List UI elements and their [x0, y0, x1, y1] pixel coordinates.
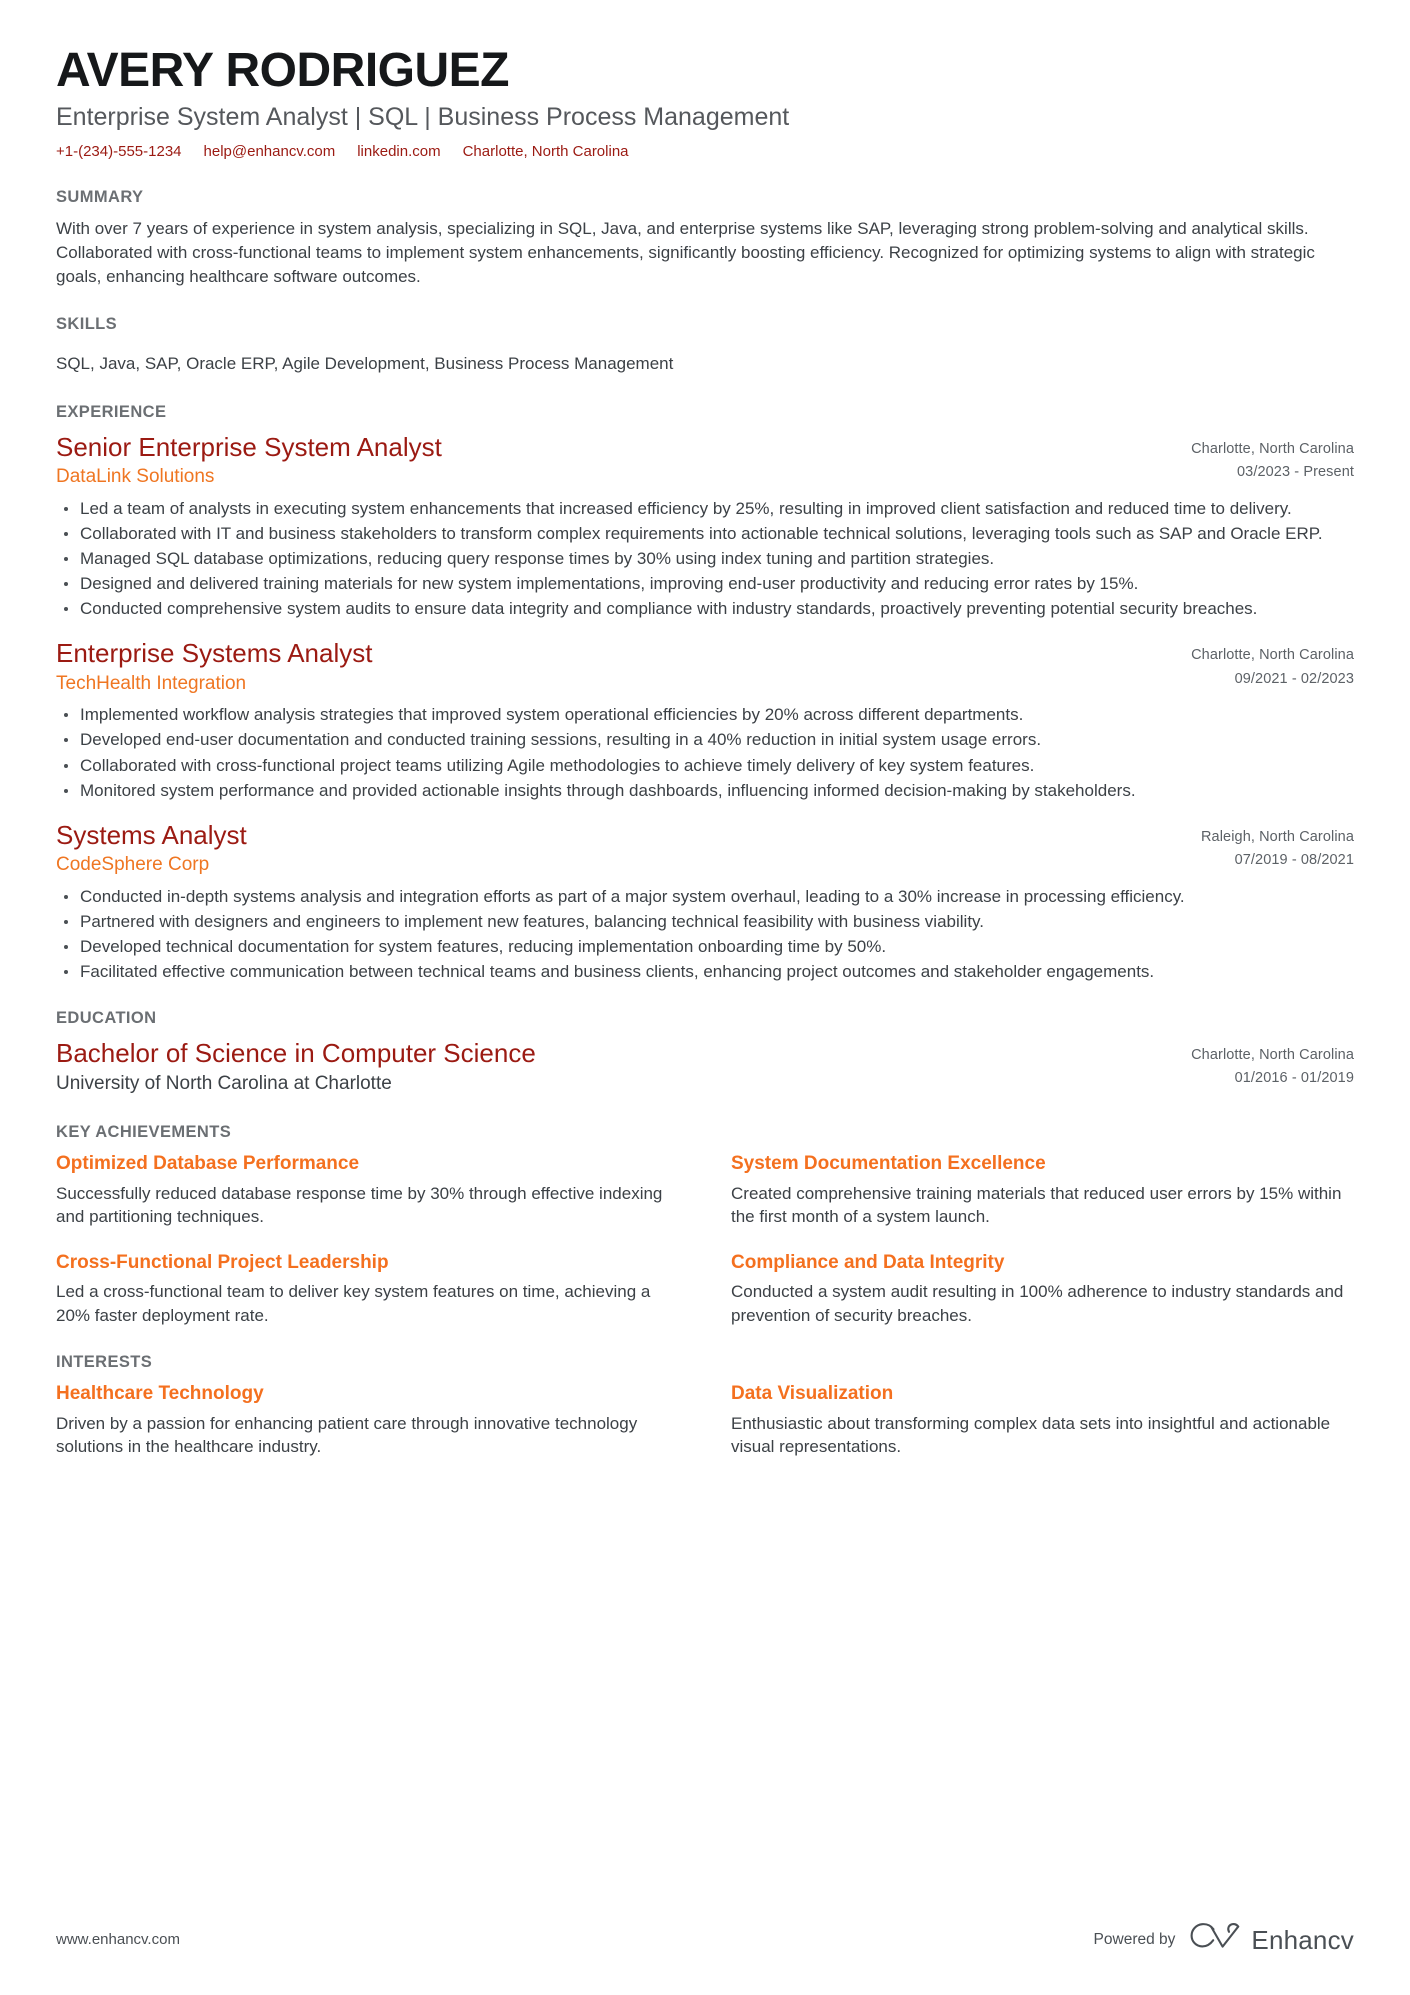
enhancv-brand — [1189, 1922, 1354, 1957]
section-title-summary: SUMMARY — [56, 188, 144, 206]
experience-entry-head — [56, 638, 1354, 696]
section-key-achievements — [56, 1123, 1354, 1327]
experience-entry-head — [56, 820, 1354, 878]
section-summary — [56, 188, 1354, 289]
interest-card — [56, 1382, 679, 1459]
contact-email[interactable]: help@enhancv.com — [203, 143, 336, 160]
footer-website-url[interactable]: www.enhancv.com — [56, 1931, 180, 1948]
list-item: Managed SQL database optimizations, reducing query response times by 30% using index tuning and partition strategies. — [56, 547, 1354, 570]
education-entry — [56, 1038, 1354, 1097]
section-skills — [56, 315, 1354, 377]
achievements-grid — [56, 1152, 1354, 1327]
achievement-title: Cross-Functional Project Leadership — [56, 1251, 389, 1273]
experience-entry — [56, 638, 1354, 801]
achievement-title: Compliance and Data Integrity — [731, 1251, 1005, 1273]
section-title-experience: EXPERIENCE — [56, 403, 167, 422]
education-entry-head — [56, 1038, 1354, 1097]
contact-location: Charlotte, North Carolina — [462, 143, 629, 160]
list-item: Implemented workflow analysis strategies that improved system operational efficiencies by 20% across different departments. — [56, 703, 1354, 726]
section-title-interests: INTERESTS — [56, 1353, 153, 1372]
page-footer — [56, 1922, 1354, 1957]
contact-phone[interactable]: +1-(234)-555-1234 — [56, 143, 182, 160]
section-experience — [56, 403, 1354, 983]
enhancv-infinity-check-icon — [1189, 1922, 1241, 1957]
list-item: Monitored system performance and provided actionable insights through dashboards, influencing informed decision-making by stakeholders. — [56, 779, 1354, 802]
experience-entry-left — [56, 432, 1167, 490]
interest-text: Driven by a passion for enhancing patient care through innovative technology solutions in the healthcare industry. — [56, 1414, 638, 1457]
section-education — [56, 1009, 1354, 1097]
achievement-title: System Documentation Excellence — [731, 1152, 1046, 1174]
list-item: Designed and delivered training materials for new system implementations, improving end-user productivity and reducing error rates by 15%. — [56, 572, 1354, 595]
achievement-card — [731, 1152, 1354, 1229]
job-bullet-list — [56, 497, 1354, 621]
bottom-spacer — [56, 1459, 1354, 1475]
achievement-text: Led a cross-functional team to deliver key system features on time, achieving a 20% faster deployment rate. — [56, 1282, 651, 1325]
job-bullet-list — [56, 885, 1354, 983]
contact-linkedin[interactable]: linkedin.com — [357, 143, 441, 160]
achievement-card — [56, 1251, 679, 1328]
job-location: Charlotte, North Carolina — [1191, 441, 1354, 458]
list-item: Collaborated with cross-functional project teams utilizing Agile methodologies to achieve timely delivery of key system features. — [56, 754, 1354, 777]
powered-by-label: Powered by — [1093, 1930, 1176, 1948]
professional-headline: Enterprise System Analyst | SQL | Business Process Management — [56, 102, 790, 131]
section-title-key-achievements: KEY ACHIEVEMENTS — [56, 1122, 232, 1141]
experience-entry-left — [56, 820, 1177, 878]
job-title: Senior Enterprise System Analyst — [56, 432, 442, 463]
interest-title: Data Visualization — [731, 1383, 894, 1405]
job-dates: 09/2021 - 02/2023 — [1234, 670, 1354, 687]
company-name: DataLink Solutions — [56, 466, 215, 488]
job-location: Raleigh, North Carolina — [1200, 828, 1354, 845]
job-location: Charlotte, North Carolina — [1191, 647, 1354, 664]
company-name: CodeSphere Corp — [56, 853, 210, 875]
list-item: Collaborated with IT and business stakeholders to transform complex requirements into actionable technical solutions, leveraging tools such as SAP and Oracle ERP. — [56, 522, 1354, 545]
company-name: TechHealth Integration — [56, 672, 247, 694]
list-item: Partnered with designers and engineers to implement new features, balancing technical feasibility with business viability. — [56, 910, 1354, 933]
institution-name: University of North Carolina at Charlotte — [56, 1073, 392, 1095]
achievement-title: Optimized Database Performance — [56, 1152, 360, 1174]
list-item: Conducted comprehensive system audits to ensure data integrity and compliance with industry standards, proactively preventing potential security breaches. — [56, 597, 1354, 620]
education-dates: 01/2016 - 01/2019 — [1234, 1070, 1354, 1087]
section-interests — [56, 1353, 1354, 1459]
interest-card — [731, 1382, 1354, 1459]
experience-entry-meta — [1201, 820, 1354, 872]
experience-entry-meta — [1191, 432, 1354, 484]
job-bullet-list — [56, 703, 1354, 801]
skills-list: SQL, Java, SAP, Oracle ERP, Agile Development, Business Process Management — [56, 354, 674, 374]
education-location: Charlotte, North Carolina — [1191, 1047, 1354, 1064]
enhancv-brand-name: Enhancv — [1251, 1924, 1354, 1955]
powered-by-block — [1094, 1922, 1354, 1957]
experience-entry-meta — [1191, 638, 1354, 690]
experience-entry-head — [56, 432, 1354, 490]
list-item: Developed technical documentation for system features, reducing implementation onboarding time by 50%. — [56, 935, 1354, 958]
education-entry-meta — [1191, 1038, 1354, 1090]
experience-entry-left — [56, 638, 1167, 696]
interests-grid — [56, 1382, 1354, 1459]
job-dates: 03/2023 - Present — [1237, 464, 1354, 481]
page-title: AVERY RODRIGUEZ — [56, 44, 509, 97]
job-title: Systems Analyst — [56, 819, 247, 850]
list-item: Developed end-user documentation and conducted training sessions, resulting in a 40% reduction in initial system usage errors. — [56, 728, 1354, 751]
list-item: Led a team of analysts in executing system enhancements that increased efficiency by 25%, resulting in improved client satisfaction and reduced time to delivery. — [56, 497, 1354, 520]
education-entry-left — [56, 1038, 1167, 1097]
degree-title: Bachelor of Science in Computer Science — [56, 1038, 536, 1069]
achievement-card — [731, 1251, 1354, 1328]
contact-row — [56, 141, 1354, 162]
list-item: Conducted in-depth systems analysis and integration efforts as part of a major system overhaul, leading to a 30% increase in processing efficiency. — [56, 885, 1354, 908]
experience-entry — [56, 820, 1354, 983]
interest-text: Enthusiastic about transforming complex data sets into insightful and actionable visual representations. — [731, 1414, 1331, 1457]
job-title: Enterprise Systems Analyst — [56, 638, 373, 669]
achievement-text: Created comprehensive training materials that reduced user errors by 15% within the first month of a system launch. — [731, 1183, 1342, 1227]
achievement-text: Successfully reduced database response time by 30% through effective indexing and partitioning techniques. — [56, 1183, 663, 1227]
achievement-card — [56, 1152, 679, 1229]
interest-title: Healthcare Technology — [56, 1383, 264, 1405]
section-title-education: EDUCATION — [56, 1009, 157, 1028]
job-dates: 07/2019 - 08/2021 — [1234, 851, 1354, 868]
section-title-skills: SKILLS — [56, 315, 118, 334]
experience-entry — [56, 432, 1354, 620]
summary-text: With over 7 years of experience in system analysis, specializing in SQL, Java, and enterprise systems like SAP, leveraging strong problem-solving and analytical skills. Collaborated with cross-functional teams to implement system enhancements, significantly boosting efficiency. Recognized for optimizing systems to align with strategic goals, enhancing healthcare software outcomes. — [56, 219, 1315, 287]
resume-header — [56, 44, 1354, 162]
achievement-text: Conducted a system audit resulting in 100% adherence to industry standards and prevention of security breaches. — [731, 1282, 1344, 1325]
list-item: Facilitated effective communication between technical teams and business clients, enhancing project outcomes and stakeholder engagements. — [56, 960, 1354, 983]
